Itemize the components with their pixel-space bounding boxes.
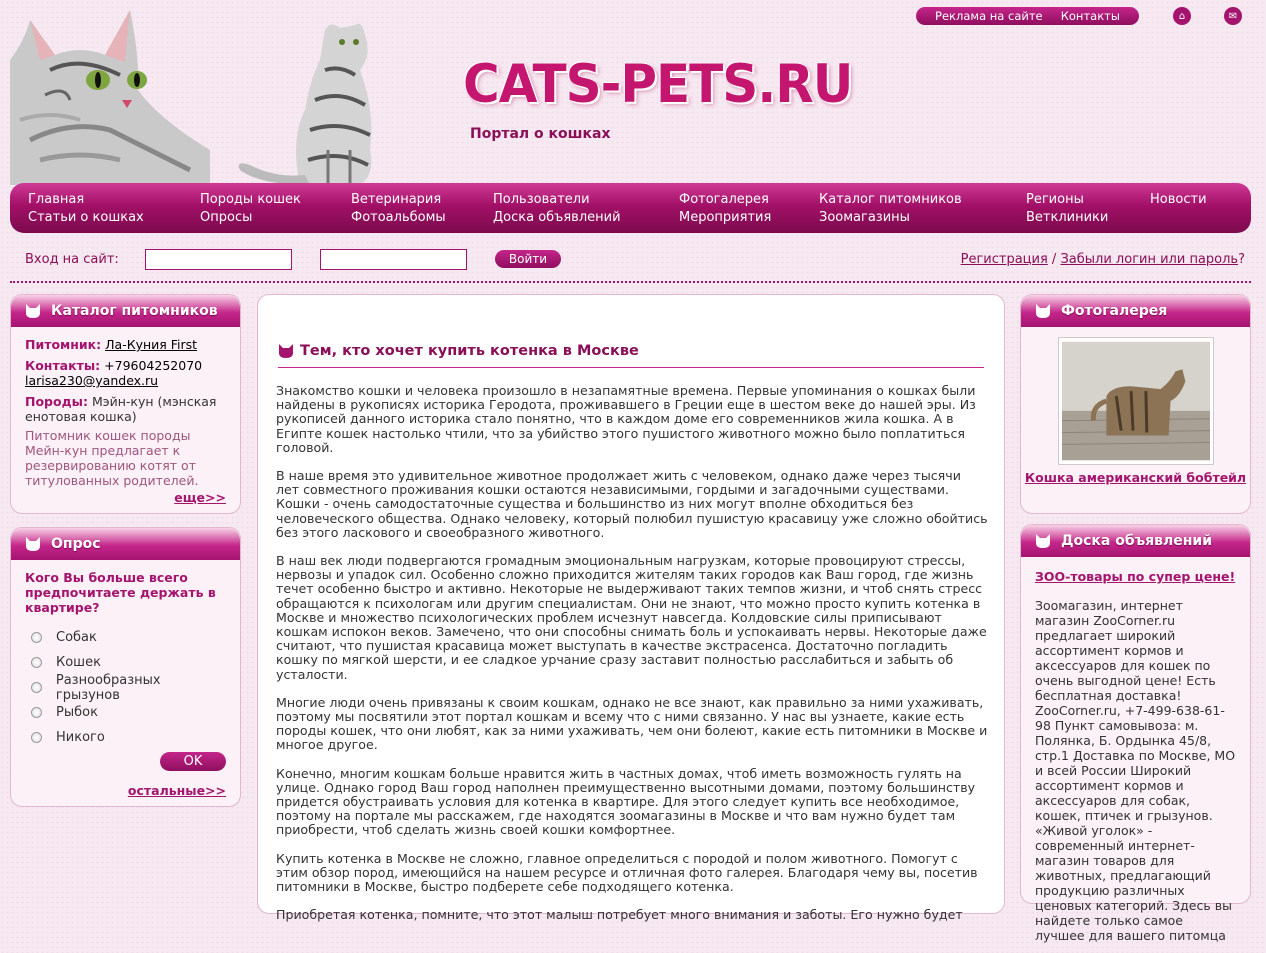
login-links-separator: / bbox=[1047, 252, 1061, 267]
kennel-more-link[interactable]: еще>> bbox=[174, 490, 226, 505]
classifieds-header bbox=[1021, 525, 1250, 557]
advertising-link[interactable]: Реклама на сайте bbox=[935, 9, 1043, 23]
register-link[interactable]: Регистрация bbox=[960, 252, 1048, 267]
nav-classifieds[interactable]: Доска объявлений bbox=[493, 210, 621, 225]
cat-head-icon bbox=[1035, 534, 1051, 548]
kennel-catalog-header bbox=[11, 295, 240, 327]
forgot-password-link[interactable]: Забыли логин или пароль bbox=[1060, 252, 1239, 267]
radio-button[interactable] bbox=[31, 657, 42, 668]
nav-kennel-catalog[interactable]: Каталог питомников bbox=[819, 192, 962, 207]
poll-submit-button[interactable]: OK bbox=[160, 752, 226, 771]
cat-head-icon bbox=[25, 537, 41, 551]
article-paragraph: Знакомство кошки и человека произошло в незапамятные времена. Первые упоминания о кошках были найдены в рукописях историка Геродота, проживавшего в Греции еще в шестом веке до нашей эры. Из рукописей данного историка стало понятно, что в каждом доме его современников жила кошка. А в Египте кошек настолько чтили, что за убийство этого пушистого животного можно было поплатиться головой. bbox=[276, 383, 976, 455]
nav-vet-clinics[interactable]: Ветклиники bbox=[1026, 210, 1109, 225]
login-username-input[interactable] bbox=[145, 249, 292, 270]
breed-link[interactable]: Мэйн-кун (мэнская енотовая кошка) bbox=[25, 394, 217, 424]
ad-text: Зоомагазин, интернет магазин ZooCorner.ru предлагает широкий ассортимент кормов и аксессуаров для кошек по очень выгодной цене! Есть бесплатная доставка! ZooCorner.ru, +7-499-638-61-98 Пункт самовывоза: м. Полянка, Б. Ордынка 45/8, стр.1 Доставка по Москве, МО и всей России Широкий ассортимент кормов и аксессуаров для собак, кошек, птичек и грызунов. «Живой уголок» - современный интернет-магазин товаров для животных, предлагающий продукцию различных ценовых категорий. Здесь вы найдете только самое лучшее для вашего питомца bbox=[1035, 598, 1236, 943]
poll-option[interactable] bbox=[25, 700, 226, 725]
classifieds-box bbox=[1020, 524, 1251, 943]
login-links bbox=[961, 252, 1245, 267]
article-paragraph: Конечно, многим кошкам больше нравится жить в частных домах, чтоб иметь возможность гулять на улице. Однако город Ваш город наполнен преимущественно высотными домами, поэтому большинству придется обустраивать условия для котенка в квартире. Для этого следует купить все необходимое, поэтому на портале мы расскажем, где находятся зоомагазины в Москве и что вам нужно будет там приобрести, чтоб сделать жизнь своей кошки комфортнее. bbox=[276, 765, 976, 838]
bobtail-cat-photo bbox=[1062, 341, 1210, 461]
nav-users[interactable]: Пользователи bbox=[493, 192, 590, 207]
cat-head-icon bbox=[25, 304, 41, 318]
kennel-name-link[interactable]: Ла-Куния First bbox=[105, 337, 198, 352]
article-title: Тем, кто хочет купить котенка в Москве bbox=[300, 343, 639, 359]
top-links-bar bbox=[916, 7, 1139, 25]
radio-button[interactable] bbox=[31, 732, 42, 743]
gallery-photo[interactable] bbox=[1058, 337, 1214, 465]
poll-option-label: Собак bbox=[56, 630, 97, 645]
classifieds-title: Доска объявлений bbox=[1061, 533, 1213, 549]
poll-option[interactable] bbox=[25, 650, 226, 675]
breeds-label: Породы: bbox=[25, 394, 88, 409]
poll-title: Опрос bbox=[51, 536, 101, 552]
poll-option[interactable] bbox=[25, 625, 226, 650]
nav-events[interactable]: Мероприятия bbox=[679, 210, 772, 225]
nav-articles[interactable]: Статьи о кошках bbox=[28, 210, 144, 225]
login-label: Вход на сайт: bbox=[25, 252, 119, 267]
kennel-contacts-row bbox=[25, 358, 226, 373]
login-password-input[interactable] bbox=[320, 249, 467, 270]
kennel-email[interactable]: larisa230@yandex.ru bbox=[25, 373, 159, 388]
ad-title-link[interactable]: ЗОО-товары по супер цене! bbox=[1035, 569, 1236, 584]
poll-option-label: Никого bbox=[56, 730, 105, 745]
login-button[interactable]: Войти bbox=[495, 250, 561, 268]
nav-news[interactable]: Новости bbox=[1150, 192, 1207, 207]
contacts-link[interactable]: Контакты bbox=[1060, 9, 1120, 23]
radio-button[interactable] bbox=[31, 707, 42, 718]
main-navigation bbox=[10, 183, 1251, 233]
nav-pet-stores[interactable]: Зоомагазины bbox=[819, 210, 910, 225]
nav-veterinary[interactable]: Ветеринария bbox=[351, 192, 442, 207]
dotted-divider bbox=[10, 281, 1251, 283]
kennel-breeds-row bbox=[25, 394, 226, 424]
poll-header bbox=[11, 528, 240, 560]
nav-photo-gallery[interactable]: Фотогалерея bbox=[679, 192, 769, 207]
article-paragraph: В наше время это удивительное животное продолжает жить с человеком, однако даже через тысячи лет совместного проживания кошки остаются независимыми, гордыми и загадочными существами. Кошки - очень самодостаточные существа и большинство из них могут вполне обходиться без человеческого общества. Однако человеку, который полюбил пушистую красавицу уже сложно обойтись без этого ласкового и своеобразного животного. bbox=[276, 468, 988, 540]
poll-option[interactable] bbox=[25, 725, 226, 750]
kennel-catalog-box bbox=[10, 294, 241, 514]
article-panel bbox=[257, 294, 1005, 923]
site-logo[interactable]: CATS-PETS.RU bbox=[463, 53, 853, 115]
article-paragraph: Многие люди очень привязаны к своим кошкам, однако не все знают, как правильно за ними ухаживать, поэтому мы посвятили этот портал кошкам и всему что с ними связанно. У нас вы узнаете, какие есть породы кошек, что они любят, как за ними ухаживать, чем они болеют, какие есть питомники в Москве и многое другое. bbox=[276, 694, 988, 753]
nav-regions[interactable]: Регионы bbox=[1026, 192, 1084, 207]
kennel-name-row bbox=[25, 337, 226, 352]
photo-gallery-header bbox=[1021, 295, 1250, 327]
article-heading bbox=[278, 343, 984, 368]
radio-button[interactable] bbox=[31, 632, 42, 643]
contacts-label: Контакты: bbox=[25, 358, 101, 373]
article-paragraph: Приобретая котенка, помните, что этот малыш потребует много внимания и заботы. Его нужно будет bbox=[276, 907, 963, 923]
nav-polls[interactable]: Опросы bbox=[200, 210, 253, 225]
photo-gallery-title: Фотогалерея bbox=[1061, 303, 1168, 319]
kennel-description: Питомник кошек породы Мейн-кун предлагает к резервированию котят от титулованных родителей. bbox=[25, 428, 199, 488]
nav-home[interactable]: Главная bbox=[28, 192, 85, 207]
article-paragraph: Купить котенка в Москве не сложно, главное определиться с породой и полом животного. Помогут с этим обзор пород, имеющийся на нашем ресурсе и отличная фото галерея. Благодаря чему вы, посетив питомники в Москве, быстро подберете себе подходящего котенка. bbox=[276, 850, 978, 895]
article-paragraph: В наш век люди подвергаются громадным эмоциональным нагрузкам, которые провоцируют стрессы, нервозы и упадок сил. Особенно сложно приходится жителям таких городов как Ваш город, где жизнь течет особенно быстро и активно. Некоторые не выдерживают таких темпов жизни, и чтоб снять стресс обращаются к психологам или другим специалистам. Они не знают, что можно просто купить котенка в Москве и множество психологических проблем исчезнут навсегда. Колдовские силы приписывают кошкам испокон веков. Замечено, что они способны снимать боль и успокаивать нервы. Некоторые даже считают, что пушистая красавица может выступать в качестве экстрасенса. Достаточно погладить кошку по мягкой шерсти, и ее сладкое урчание сразу заставит полностью расслабиться и забыть об усталости. bbox=[276, 553, 987, 682]
poll-option-label: Кошек bbox=[56, 655, 101, 670]
photo-gallery-box bbox=[1020, 294, 1251, 514]
gallery-photo-caption[interactable]: Кошка американский бобтейл bbox=[1024, 470, 1247, 485]
poll-option-label: Разнообразных грызунов bbox=[55, 672, 161, 703]
kennel-label: Питомник: bbox=[25, 337, 102, 352]
contacts-phone: +79604252070 bbox=[104, 358, 203, 373]
kennel-catalog-title: Каталог питомников bbox=[51, 303, 218, 319]
cat-head-icon bbox=[1035, 304, 1051, 318]
home-icon[interactable]: ⌂ bbox=[1173, 7, 1191, 25]
poll-option-label: Рыбок bbox=[56, 705, 98, 720]
poll-option[interactable] bbox=[25, 672, 226, 703]
site-tagline: Портал о кошках bbox=[470, 126, 611, 142]
cat-head-icon bbox=[278, 344, 294, 358]
nav-breeds[interactable]: Породы кошек bbox=[200, 192, 301, 207]
radio-button[interactable] bbox=[31, 682, 42, 693]
login-links-question: ? bbox=[1238, 252, 1245, 267]
header-cats-illustration bbox=[10, 0, 390, 185]
poll-others-link[interactable]: остальные>> bbox=[127, 783, 226, 798]
poll-box bbox=[10, 527, 241, 807]
mail-icon[interactable]: ✉ bbox=[1224, 7, 1242, 25]
poll-question: Кого Вы больше всего предпочитаете держать в квартире? bbox=[25, 570, 216, 615]
nav-photo-albums[interactable]: Фотоальбомы bbox=[351, 210, 446, 225]
article-body bbox=[276, 384, 988, 937]
